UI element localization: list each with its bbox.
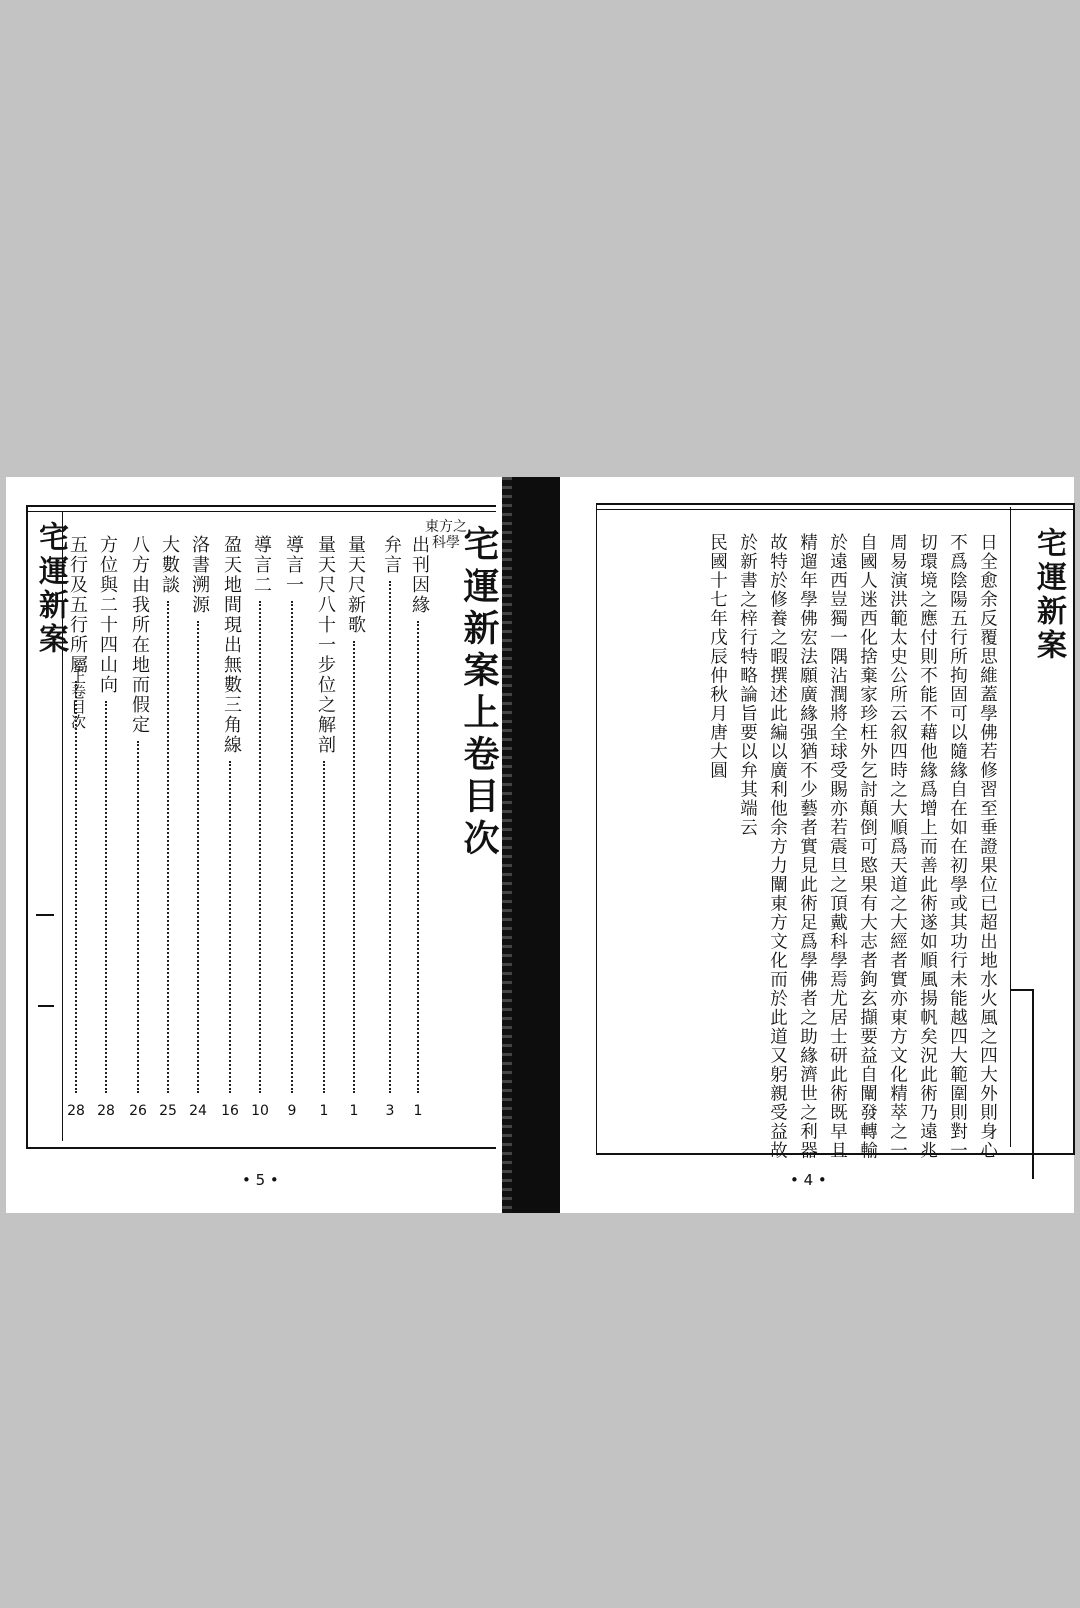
preface-line: 不爲陰陽五行所拘固可以隨緣自在如在初學或其功行未能越四大範圍則對一 [947, 533, 968, 1160]
toc-entry-page: 25 [159, 1103, 177, 1119]
preface-signature: 民國十七年戊辰仲秋月唐大圓 [707, 533, 728, 780]
left-page-toc [6, 477, 504, 1213]
margin-ear [1010, 989, 1034, 991]
toc-entry-label: 洛書溯源 [189, 535, 210, 615]
preface-line: 日全愈余反覆思維蓋學佛若修習至垂證果位已超出地水火風之四大外則身心 [977, 533, 998, 1160]
toc-entry[interactable] [280, 535, 304, 1119]
toc-entry-page: 28 [97, 1103, 115, 1119]
toc-entry[interactable] [248, 535, 272, 1119]
preface-line: 周易演洪範太史公所云叙四時之大順爲天道之大經者實亦東方文化精萃之一 [887, 533, 908, 1160]
leader-dots [105, 701, 107, 1093]
leader-dots [137, 741, 139, 1093]
toc-entry-page: 28 [67, 1103, 85, 1119]
preface-line: 於遠西豈獨一隅沾潤將全球受賜亦若震旦之頂戴科學焉尤居士研此術既早且 [827, 533, 848, 1160]
preface-line: 於新書之梓行特略論旨要以弁其端云 [737, 533, 758, 837]
leader-dots [259, 601, 261, 1093]
margin-ear [1032, 989, 1034, 1179]
toc-entry-page: 3 [385, 1103, 395, 1119]
toc-entry[interactable] [406, 535, 430, 1119]
running-title-rule [1010, 507, 1011, 1147]
fold-mark [36, 914, 54, 916]
toc-entry-label: 導言一 [283, 535, 304, 595]
toc-entry[interactable] [342, 535, 366, 1119]
right-page-preface [560, 477, 1074, 1213]
toc-entry-label: 盈天地間現出無數三角線 [221, 535, 242, 755]
leader-dots [323, 761, 325, 1093]
toc-entry-label: 弁言 [381, 535, 402, 575]
preface-line: 自國人迷西化捨棄家珍枉外乞討顛倒可愍果有大志者鉤玄擷要益自闡發轉輸 [857, 533, 878, 1160]
toc-entry[interactable] [312, 535, 336, 1119]
toc-entry[interactable] [64, 535, 88, 1119]
running-title: 宅運新案 [1031, 527, 1066, 663]
toc-entry[interactable] [156, 535, 180, 1119]
toc-entry-page: 9 [287, 1103, 297, 1119]
leader-dots [291, 601, 293, 1093]
toc-entry-label: 出刊因緣 [409, 535, 430, 615]
toc-subtitle-line: 科學 [432, 535, 460, 551]
toc-entry[interactable] [94, 535, 118, 1119]
toc-entry-page: 26 [129, 1103, 147, 1119]
leader-dots [229, 761, 231, 1093]
toc-subtitle-line: 東方之 [425, 519, 467, 535]
toc-entry-page: 1 [413, 1103, 423, 1119]
page-number: • 5 • [242, 1171, 279, 1189]
toc-entry-label: 導言二 [251, 535, 272, 595]
toc-entry[interactable] [186, 535, 210, 1119]
leader-dots [197, 621, 199, 1093]
side-volume-label: 上卷目次 [69, 669, 87, 729]
toc-entry-page: 16 [221, 1103, 239, 1119]
toc-entry[interactable] [378, 535, 402, 1119]
toc-entry-label: 量天尺八十一步位之解剖 [315, 535, 336, 755]
leader-dots [389, 581, 391, 1093]
preface-line: 精遛年學佛宏法願廣緣强猶不少藝者實見此術足爲學佛者之助緣濟世之利器 [797, 533, 818, 1160]
toc-entry-label: 五行及五行所屬 [67, 535, 88, 675]
page-number: • 4 • [790, 1171, 827, 1189]
preface-line: 切環境之應付則不能不藉他緣爲增上而善此術遂如順風揚帆矣況此術乃遠兆 [917, 533, 938, 1160]
toc-entry[interactable] [218, 535, 242, 1119]
leader-dots [75, 681, 77, 1093]
toc-entry-page: 24 [189, 1103, 207, 1119]
toc-entry-label: 大數談 [159, 535, 180, 595]
side-running-title: 宅運新案 [33, 521, 68, 657]
toc-entry-page: 1 [349, 1103, 359, 1119]
toc-entry-label: 方位與二十四山向 [97, 535, 118, 695]
toc-entry[interactable] [126, 535, 150, 1119]
leader-dots [353, 641, 355, 1093]
leader-dots [417, 621, 419, 1093]
fold-mark [38, 1005, 54, 1007]
toc-entry-page: 10 [251, 1103, 269, 1119]
book-scan [6, 477, 1074, 1213]
leader-dots [167, 601, 169, 1093]
toc-entry-label: 八方由我所在地而假定 [129, 535, 150, 735]
preface-line: 故特於修養之暇撰述此編以廣利他余方力闡東方文化而於此道又躬親受益故 [767, 533, 788, 1160]
toc-entry-page: 1 [319, 1103, 329, 1119]
toc-entry-label: 量天尺新歌 [345, 535, 366, 635]
book-gutter [502, 477, 560, 1213]
toc-title: 宅運新案上卷目次 [458, 525, 500, 861]
